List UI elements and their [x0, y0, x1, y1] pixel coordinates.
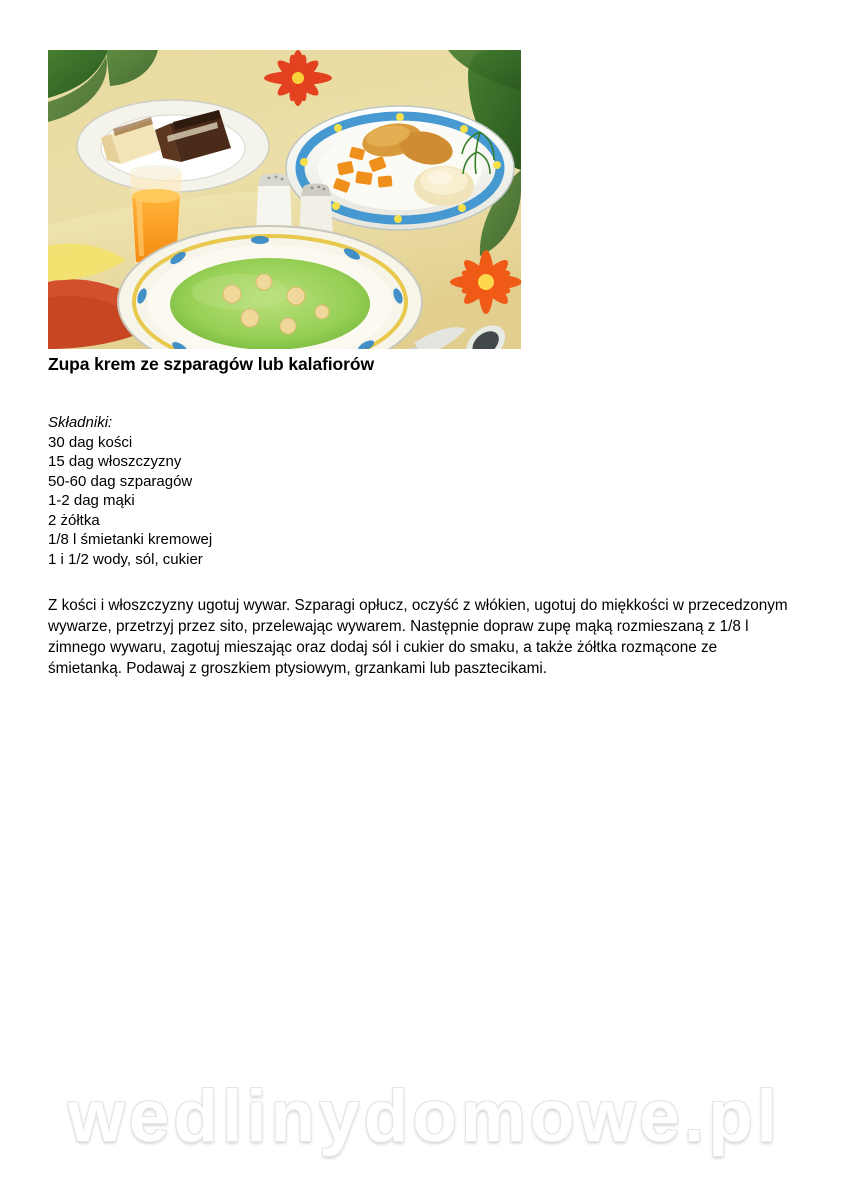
ingredients-heading: Składniki: — [48, 414, 113, 431]
food-photo-icon — [48, 50, 521, 349]
list-item: 50-60 dag szparagów — [48, 472, 193, 490]
recipe-photo — [48, 50, 521, 349]
list-item: 1/8 l śmietanki kremowej — [48, 531, 213, 548]
document-content — [48, 50, 808, 679]
ingredients-list — [48, 433, 808, 570]
recipe-title: Zupa krem ze szparagów lub kalafiorów — [48, 354, 374, 374]
watermark: wedlinydomowe.pl — [68, 1076, 781, 1157]
list-item: 1 i 1/2 wody, sól, cukier — [48, 550, 203, 568]
list-item: 15 dag włoszczyzny — [48, 453, 182, 470]
list-item: 30 dag kości — [48, 433, 133, 451]
list-item: 2 żółtka — [48, 511, 100, 529]
recipe-method: Z kości i włoszczyzny ugotuj wywar. Szparagi opłucz, oczyść z włókien, ugotuj do miękkości w przecedzonym wywarze, przetrzyj przez sito, przelewając wywarem. Następnie dopraw zupę mąką rozmieszaną z 1/8 l zimnego wywaru, zagotuj mieszając oraz dodaj sól i cukier do smaku, a także żółtka rozmącone ze śmietanką. Podawaj z groszkiem ptysiowym, grzankami lub pasztecikami. — [48, 597, 788, 677]
list-item: 1-2 dag mąki — [48, 492, 135, 509]
